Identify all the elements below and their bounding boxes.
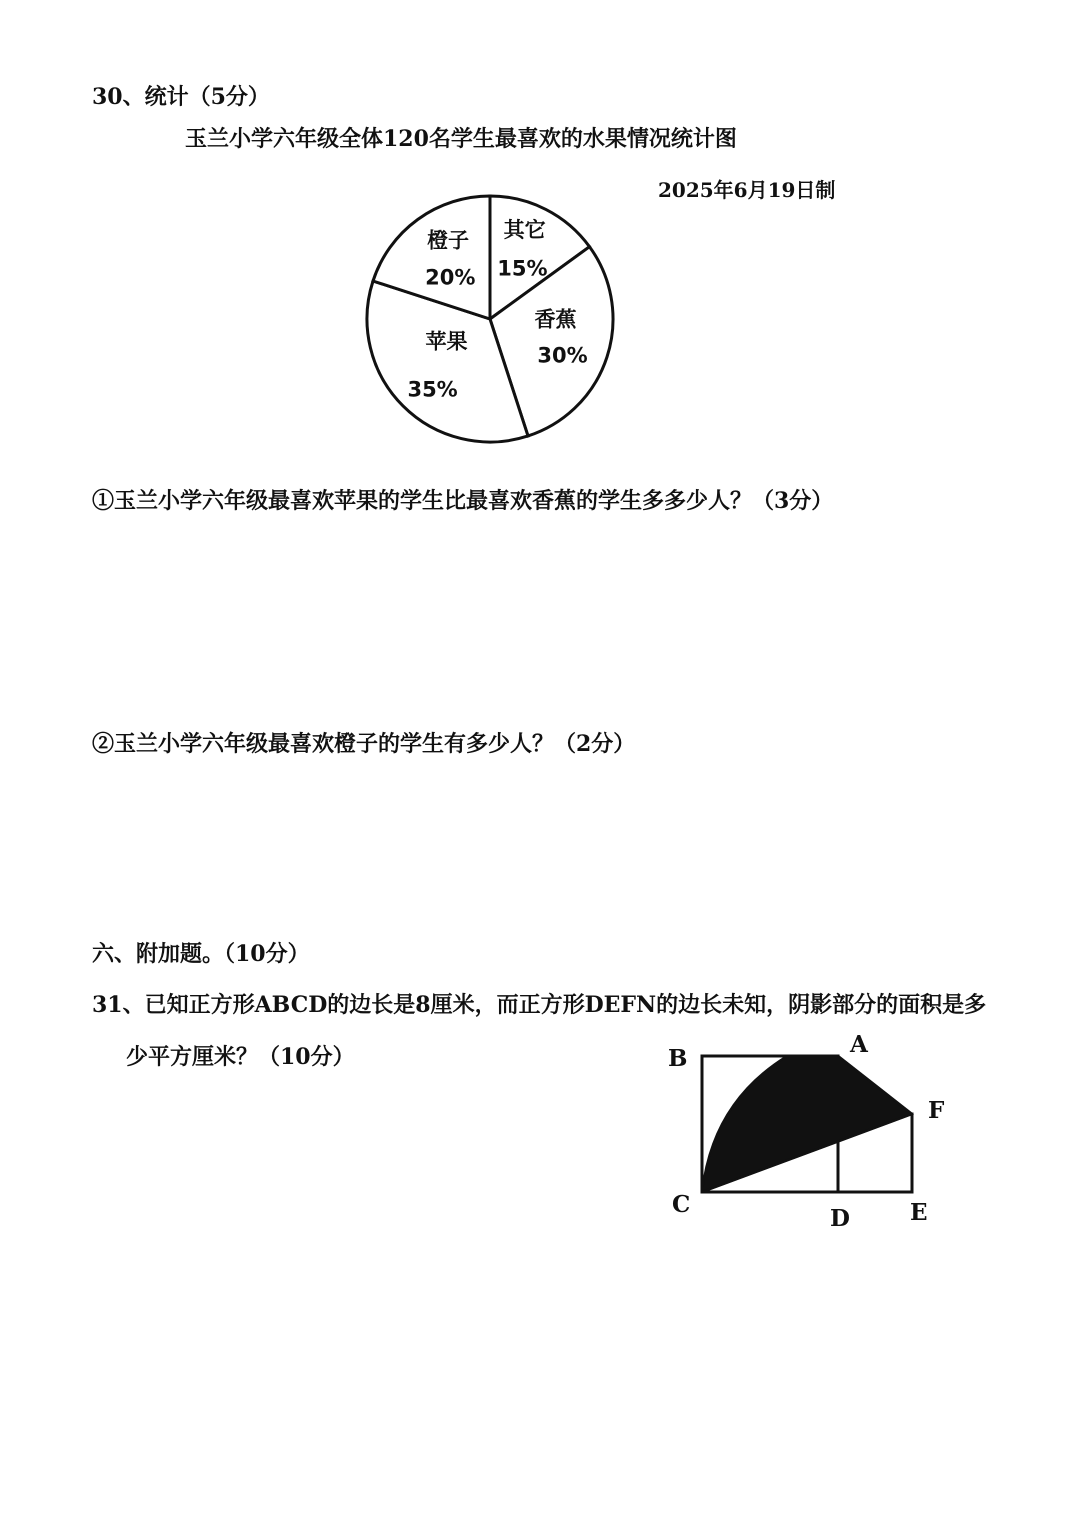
- pie-slice-percent-4: 20%: [425, 265, 476, 290]
- pie-slice-name-1: 其它: [503, 218, 546, 243]
- chart-date-note: 2025年6月19日制: [658, 178, 836, 202]
- shaded-region: [702, 1056, 912, 1192]
- question-31-line-2: 少平方厘米？（10分）: [126, 1044, 355, 1070]
- question-30-heading: 30、统计（5分）: [92, 84, 270, 110]
- label-b: B: [668, 1045, 688, 1072]
- pie-slice-name-2: 香蕉: [534, 307, 577, 332]
- label-f: F: [928, 1097, 945, 1124]
- section-6-heading: 六、附加题。（10分）: [92, 941, 310, 967]
- label-e: E: [910, 1199, 928, 1226]
- pie-slice-percent-2: 30%: [537, 343, 588, 368]
- question-30-part-1: ①玉兰小学六年级最喜欢苹果的学生比最喜欢香蕉的学生多多少人？（3分）: [92, 488, 834, 514]
- label-d: D: [830, 1205, 850, 1232]
- squares-figure: [660, 1030, 960, 1240]
- question-31-line-1: 31、已知正方形ABCD的边长是8厘米，而正方形DEFN的边长未知，阴影部分的面积是多: [92, 992, 987, 1018]
- pie-slice-name-3: 苹果: [425, 329, 468, 354]
- label-c: C: [672, 1191, 691, 1218]
- chart-title: 玉兰小学六年级全体120名学生最喜欢的水果情况统计图: [185, 126, 737, 152]
- question-30-part-2: ②玉兰小学六年级最喜欢橙子的学生有多少人？（2分）: [92, 731, 636, 757]
- fruit-pie-chart: [362, 191, 618, 447]
- label-a: A: [850, 1031, 868, 1058]
- pie-slice-name-4: 橙子: [427, 228, 470, 253]
- pie-slice-percent-3: 35%: [407, 377, 458, 402]
- pie-slice-percent-1: 15%: [497, 256, 548, 281]
